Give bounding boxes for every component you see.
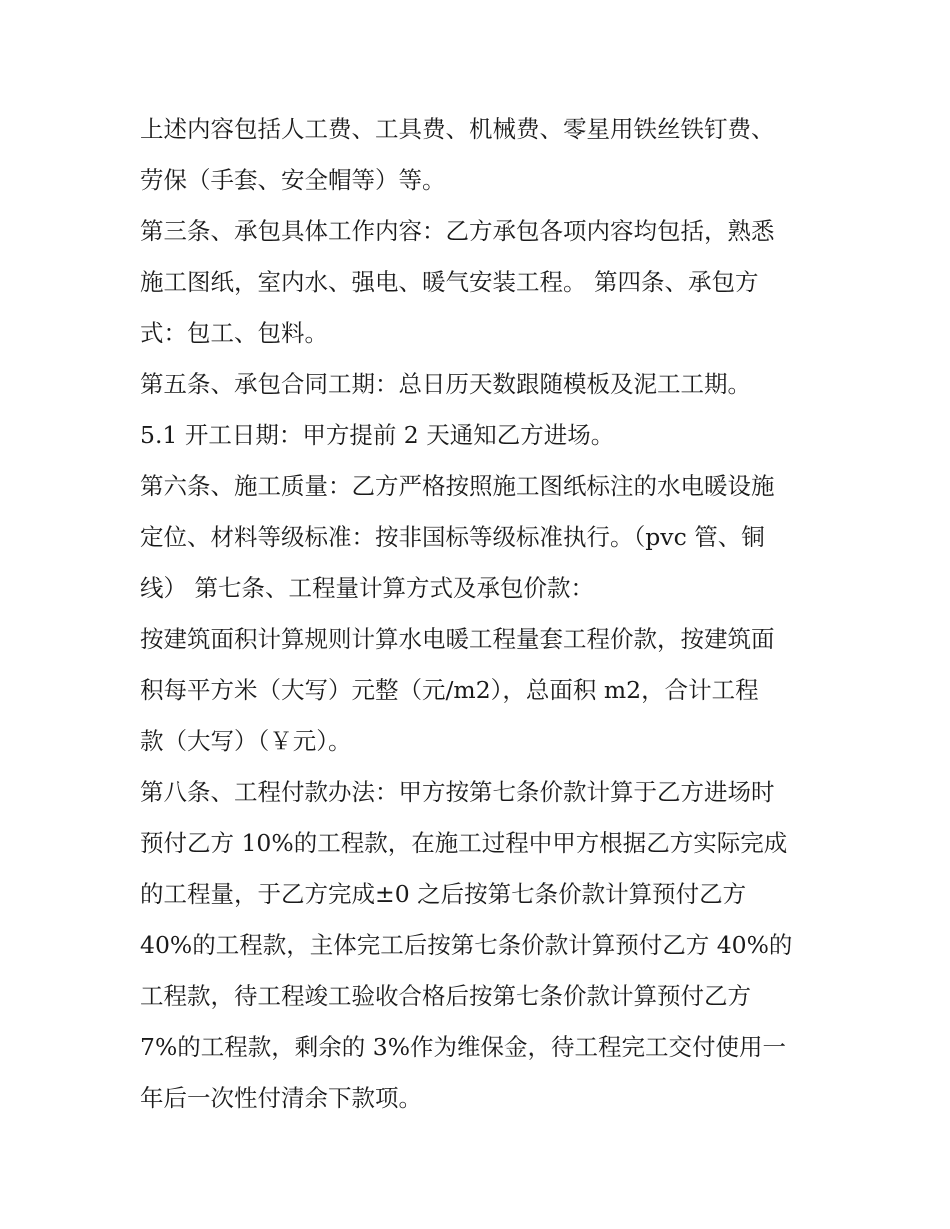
text-line: 上述内容包括人工费、工具费、机械费、零星用铁丝铁钉费、 [140, 115, 775, 143]
contract-text-body [140, 104, 830, 1124]
text-line: 按建筑面积计算规则计算水电暖工程量套工程价款，按建筑面 [140, 625, 775, 653]
text-line: 40%的工程款，主体完工后按第七条价款计算预付乙方 40%的 [140, 931, 793, 959]
text-line: 7%的工程款，剩余的 3%作为维保金，待工程完工交付使用一 [140, 1033, 787, 1061]
text-line: 工程款，待工程竣工验收合格后按第七条价款计算预付乙方 [140, 982, 751, 1010]
text-line: 第三条、承包具体工作内容：乙方承包各项内容均包括，熟悉 [140, 217, 775, 245]
text-line: 积每平方米（大写）元整（元/m2），总面积 m2，合计工程 [140, 676, 759, 704]
text-line: 年后一次性付清余下款项。 [140, 1084, 422, 1112]
text-line: 第五条、承包合同工期：总日历天数跟随模板及泥工工期。 [140, 370, 751, 398]
text-line: 劳保（手套、安全帽等）等。 [140, 166, 446, 194]
text-line: 预付乙方 10%的工程款，在施工过程中甲方根据乙方实际完成 [140, 829, 788, 857]
text-line: 式：包工、包料。 [140, 319, 328, 347]
text-line: 施工图纸，室内水、强电、暖气安装工程。 第四条、承包方 [140, 268, 759, 296]
text-line: 线） 第七条、工程量计算方式及承包价款： [140, 574, 594, 602]
text-line: 第八条、工程付款办法：甲方按第七条价款计算于乙方进场时 [140, 778, 775, 806]
text-line: 5.1 开工日期：甲方提前 2 天通知乙方进场。 [140, 421, 615, 449]
text-line: 定位、材料等级标准：按非国标等级标准执行。（pvc 管、铜 [140, 523, 765, 551]
text-line: 第六条、施工质量：乙方严格按照施工图纸标注的水电暖设施 [140, 472, 775, 500]
text-line: 的工程量，于乙方完成±0 之后按第七条价款计算预付乙方 [140, 880, 747, 908]
text-line: 款（大写）（￥元）。 [140, 727, 352, 755]
